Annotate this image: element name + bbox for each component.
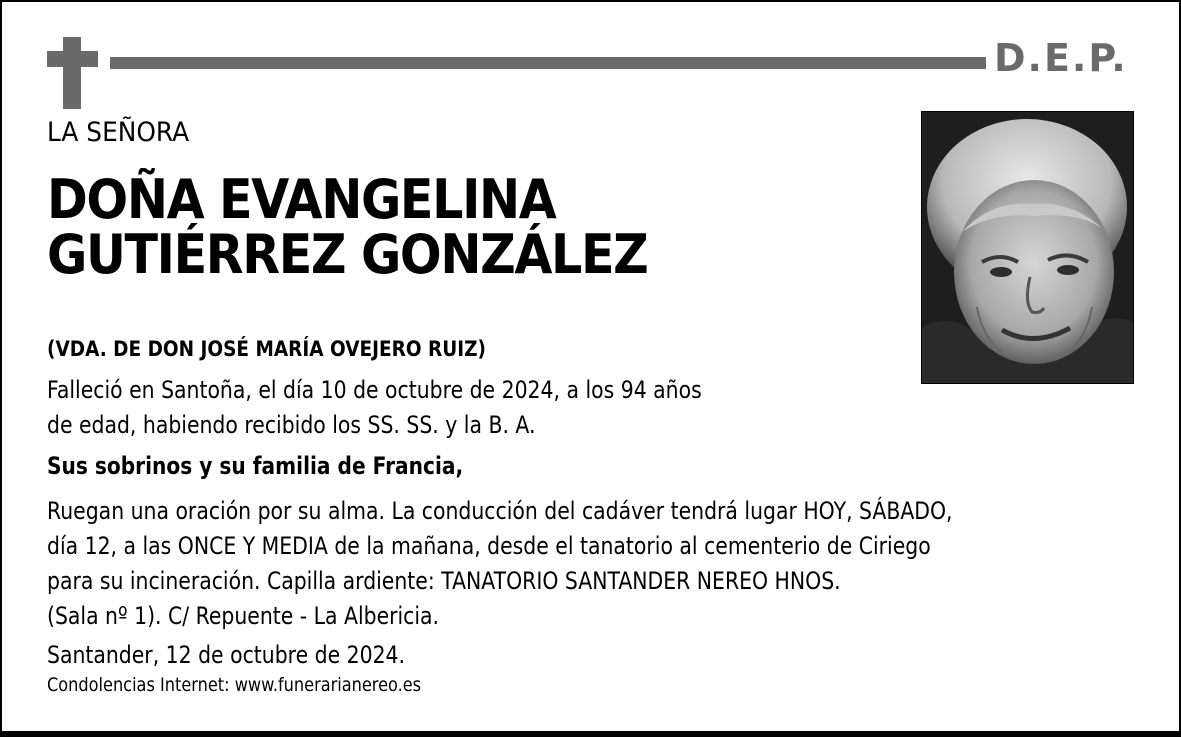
death-line: de edad, habiendo recibido los SS. SS. y la B. A. (47, 411, 536, 439)
service-line: día 12, a las ONCE Y MEDIA de la mañana, desde el tanatorio al cementerio de Ciriego (47, 532, 931, 560)
notice-heading: LA SEÑORA (47, 117, 190, 148)
deceased-name-line2: GUTIÉRREZ GONZÁLEZ (47, 223, 648, 286)
deceased-name-line1: DOÑA EVANGELINA (47, 168, 556, 231)
dateline: Santander, 12 de octubre de 2024. (47, 641, 406, 669)
dep-label: D.E.P. (994, 36, 1128, 80)
widow-of: (VDA. DE DON JOSÉ MARÍA OVEJERO RUIZ) (47, 337, 486, 361)
service-line: para su incineración. Capilla ardiente: TANATORIO SANTANDER NEREO HNOS. (47, 567, 841, 595)
mourners: Sus sobrinos y su familia de Francia, (47, 452, 464, 480)
condolences-web: Condolencias Internet: www.funerarianereo.es (47, 674, 422, 696)
service-paragraph (47, 494, 953, 634)
death-paragraph (47, 373, 702, 443)
header-rule (110, 57, 986, 69)
death-line: Falleció en Santoña, el día 10 de octubre de 2024, a los 94 años (47, 376, 702, 404)
service-line: (Sala nº 1). C/ Repuente - La Albericia. (47, 602, 440, 630)
portrait-photo-icon (921, 111, 1134, 384)
service-line: Ruegan una oración por su alma. La conducción del cadáver tendrá lugar HOY, SÁBADO, (47, 497, 953, 525)
